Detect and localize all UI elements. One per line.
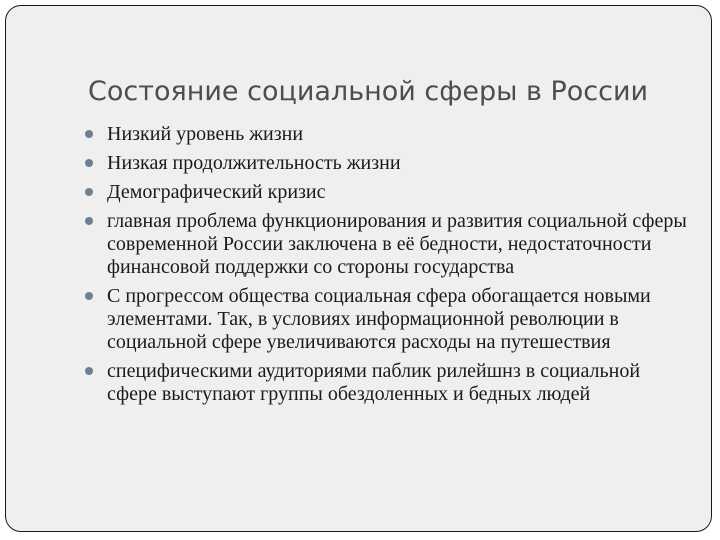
bullet-text: Низкий уровень жизни	[107, 123, 304, 145]
bullet-text: главная проблема функционирования и развития социальной сферы современной России заключена в её бедности, недостаточности финансовой поддержки со стороны государства	[107, 210, 687, 278]
bullet-dot-icon	[85, 159, 93, 167]
bullet-dot-icon	[85, 130, 93, 138]
bullet-item	[82, 210, 692, 279]
bullet-item	[82, 360, 692, 406]
bullet-dot-icon	[85, 292, 93, 300]
bullet-text: Демографический кризис	[107, 181, 326, 203]
bullet-list	[82, 123, 692, 412]
bullet-item	[82, 152, 692, 175]
bullet-item	[82, 181, 692, 204]
slide-title: Состояние социальной сферы в России	[88, 76, 649, 107]
bullet-text: С прогрессом общества социальная сфера обогащается новыми элементами. Так, в условиях информационной революции в социальной сфере увеличиваются расходы на путешествия	[107, 285, 651, 353]
bullet-item	[82, 123, 692, 146]
bullet-dot-icon	[85, 188, 93, 196]
bullet-dot-icon	[85, 367, 93, 375]
bullet-dot-icon	[85, 217, 93, 225]
bullet-item	[82, 285, 692, 354]
bullet-text: специфическими аудиториями паблик рилейшнз в социальной сфере выступают группы обездоленных и бедных людей	[107, 360, 641, 405]
bullet-text: Низкая продолжительность жизни	[107, 152, 401, 174]
slide-card	[5, 5, 712, 532]
